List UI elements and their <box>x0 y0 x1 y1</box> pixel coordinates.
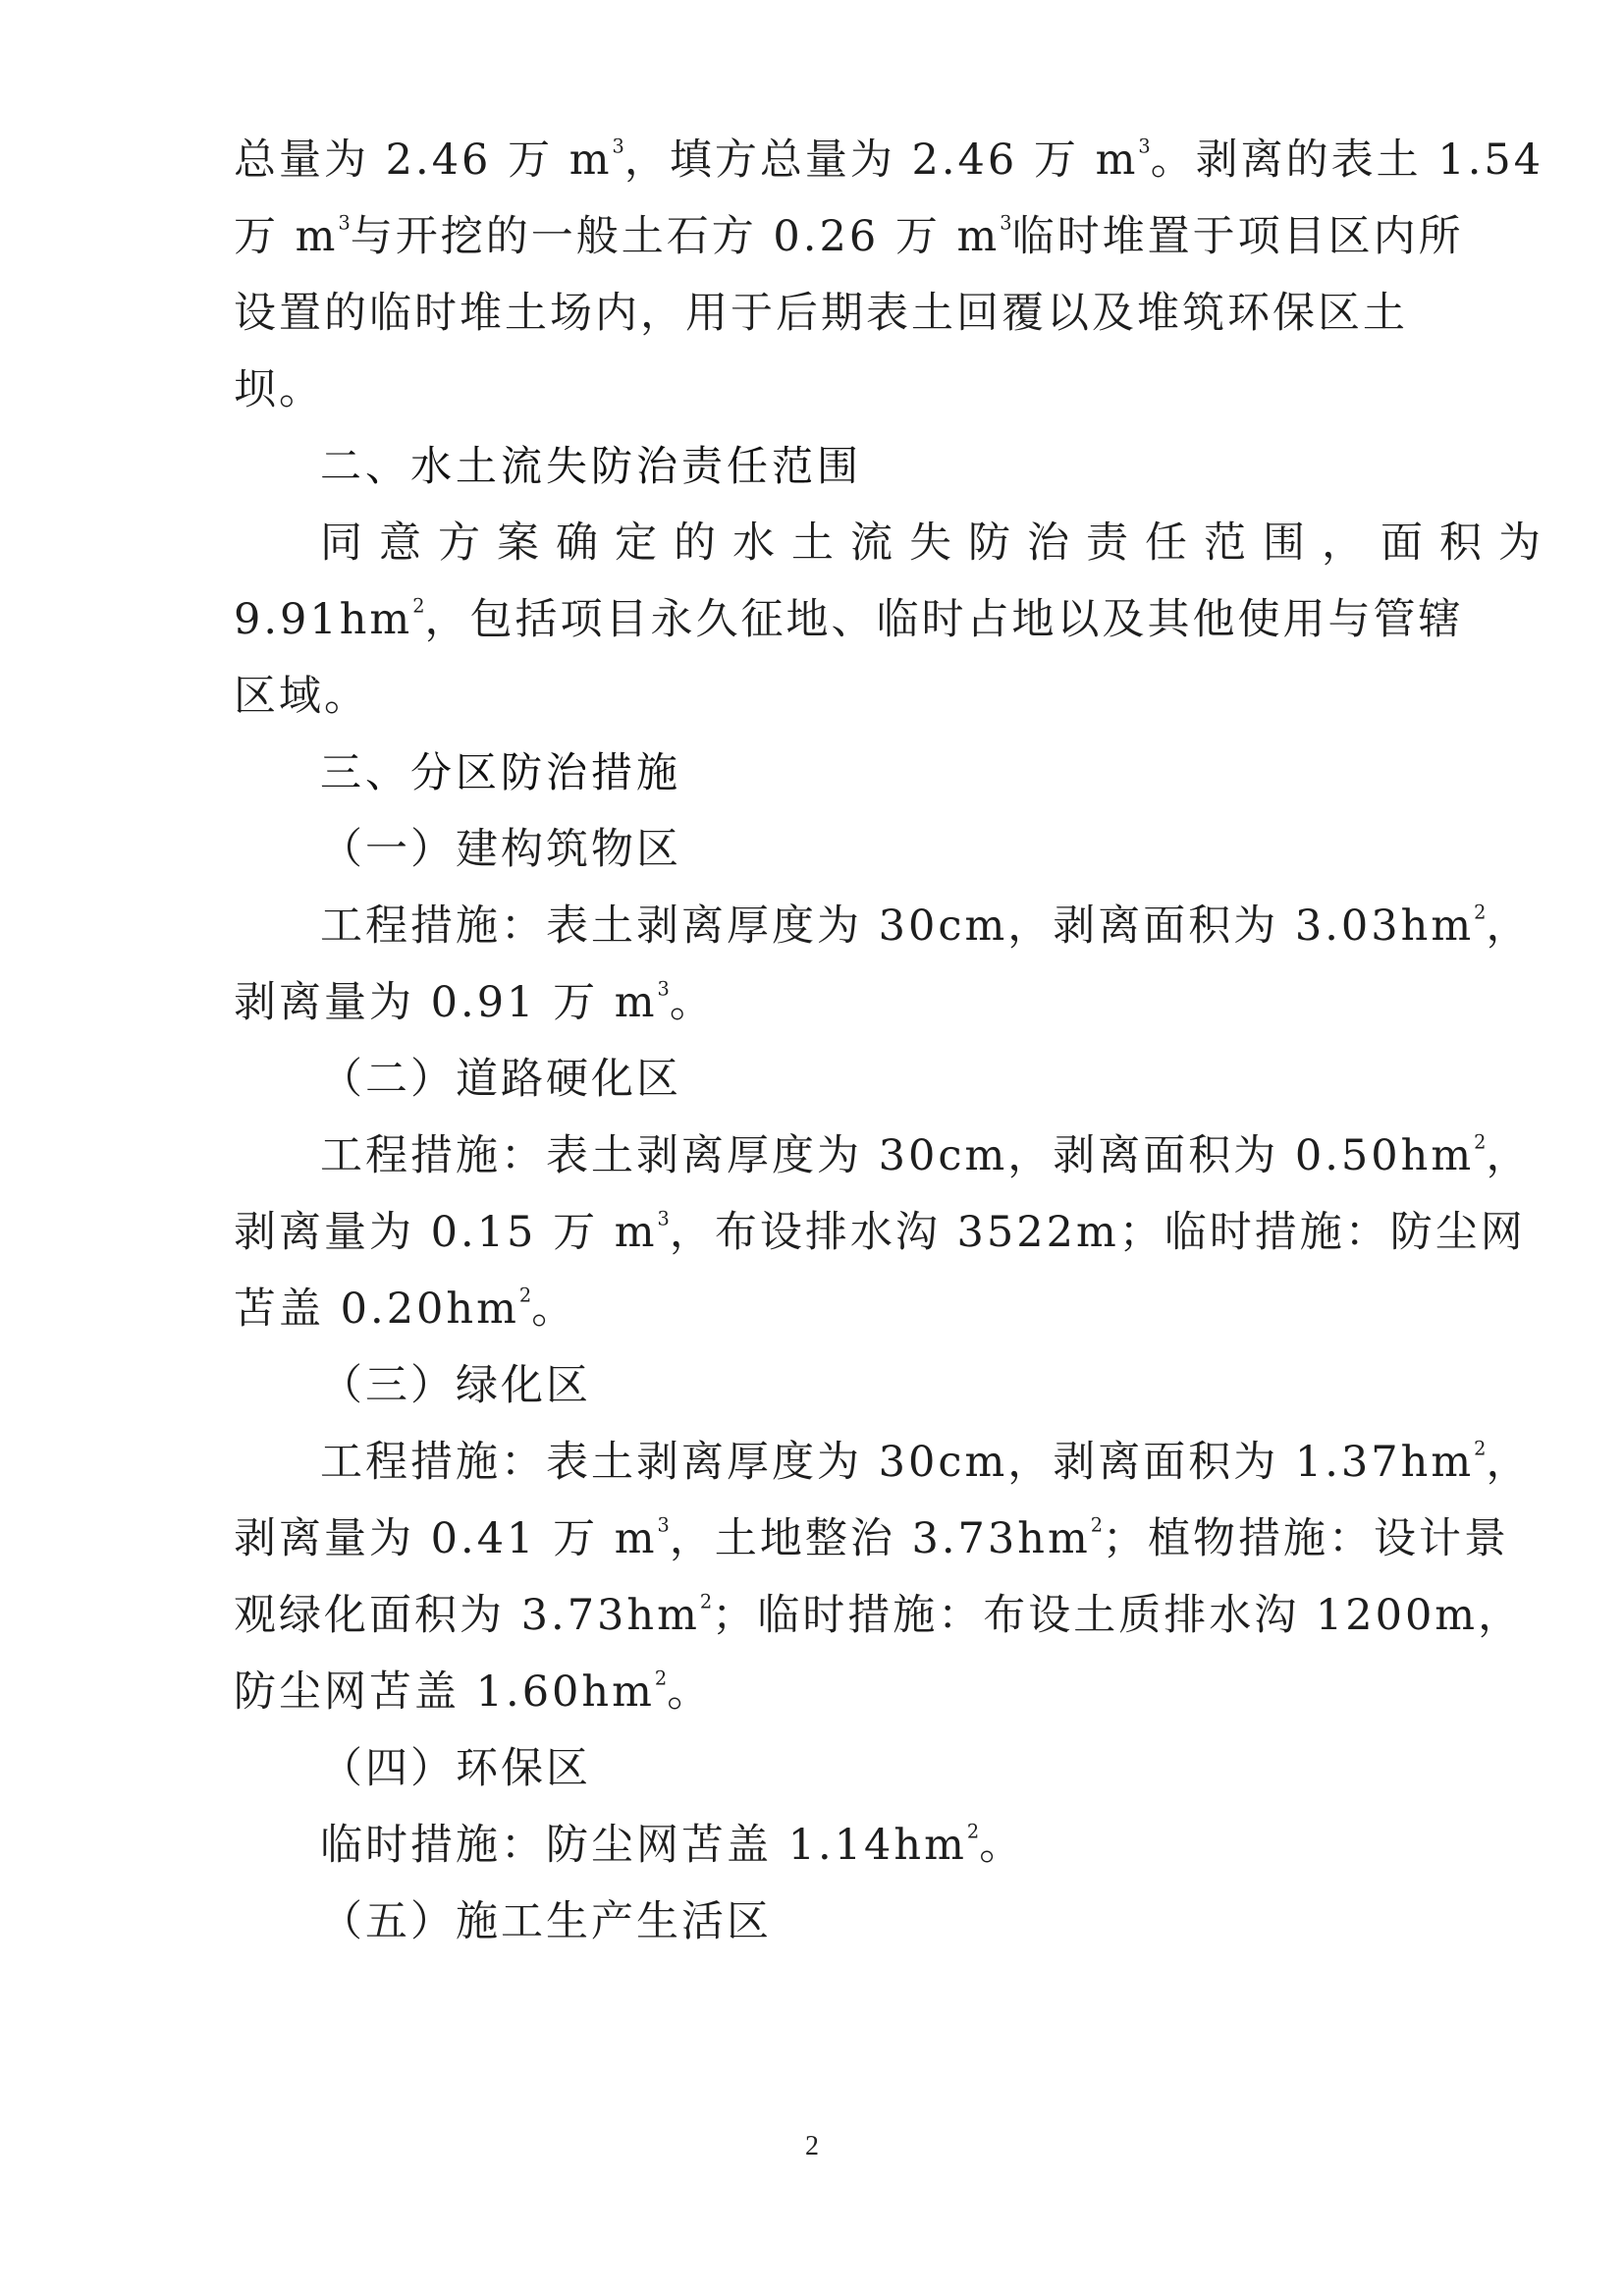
text-line: 工程措施：表土剥离厚度为 30cm，剥离面积为 $0.50hm^2$， <box>320 1130 1532 1180</box>
page-number: 2 <box>805 2131 819 2161</box>
text-line: 防尘网苫盖 $1.60hm^2$。 <box>234 1667 713 1717</box>
section-heading: 二、水土流失防治责任范围 <box>320 442 863 490</box>
text-line: $9.91hm^2$，包括项目永久征地、临时占地以及其他使用与管辖 <box>234 594 1464 644</box>
subsection-heading: （三）绿化区 <box>320 1361 591 1410</box>
text-line: 万 $m^3$与开挖的一般土石方 0.26 万 $m^3$临时堆置于项目区内所 <box>234 211 1464 261</box>
text-line: 观绿化面积为 $3.73hm^2$；临时措施：布设土质排水沟 1200m， <box>234 1590 1524 1640</box>
text-line: 坝。 <box>234 365 324 414</box>
text-line: 工程措施：表土剥离厚度为 30cm，剥离面积为 $1.37hm^2$， <box>320 1437 1532 1487</box>
subsection-heading: （二）道路硬化区 <box>320 1055 681 1104</box>
subsection-heading: （一）建构筑物区 <box>320 825 681 874</box>
text-line: 总量为 2.46 万 $m^3$，填方总量为 2.46 万 $m^3$。剥离的表土 1.54 <box>234 135 1544 185</box>
text-line: 同意方案确定的水土流失防治责任范围，面积为 <box>320 519 1557 568</box>
subsection-heading: （五）施工生产生活区 <box>320 1897 772 1946</box>
subsection-heading: （四）环保区 <box>320 1744 591 1793</box>
text-line: 剥离量为 0.91 万 $m^3$。 <box>234 977 715 1027</box>
text-line: 区域。 <box>234 672 369 721</box>
text-line: 设置的临时堆土场内，用于后期表土回覆以及堆筑环保区土 <box>234 289 1408 338</box>
text-line: 剥离量为 0.41 万 $m^3$，土地整治 $3.73hm^2$；植物措施：设计景 <box>234 1513 1510 1563</box>
section-heading: 三、分区防治措施 <box>320 748 682 796</box>
text-line: 临时措施：防尘网苫盖 $1.14hm^2$。 <box>320 1820 1025 1870</box>
text-line: 苫盖 $0.20hm^2$。 <box>234 1284 577 1334</box>
text-line: 剥离量为 0.15 万 $m^3$，布设排水沟 3522m；临时措施：防尘网 <box>234 1207 1526 1257</box>
text-line: 工程措施：表土剥离厚度为 30cm，剥离面积为 $3.03hm^2$， <box>320 901 1532 951</box>
